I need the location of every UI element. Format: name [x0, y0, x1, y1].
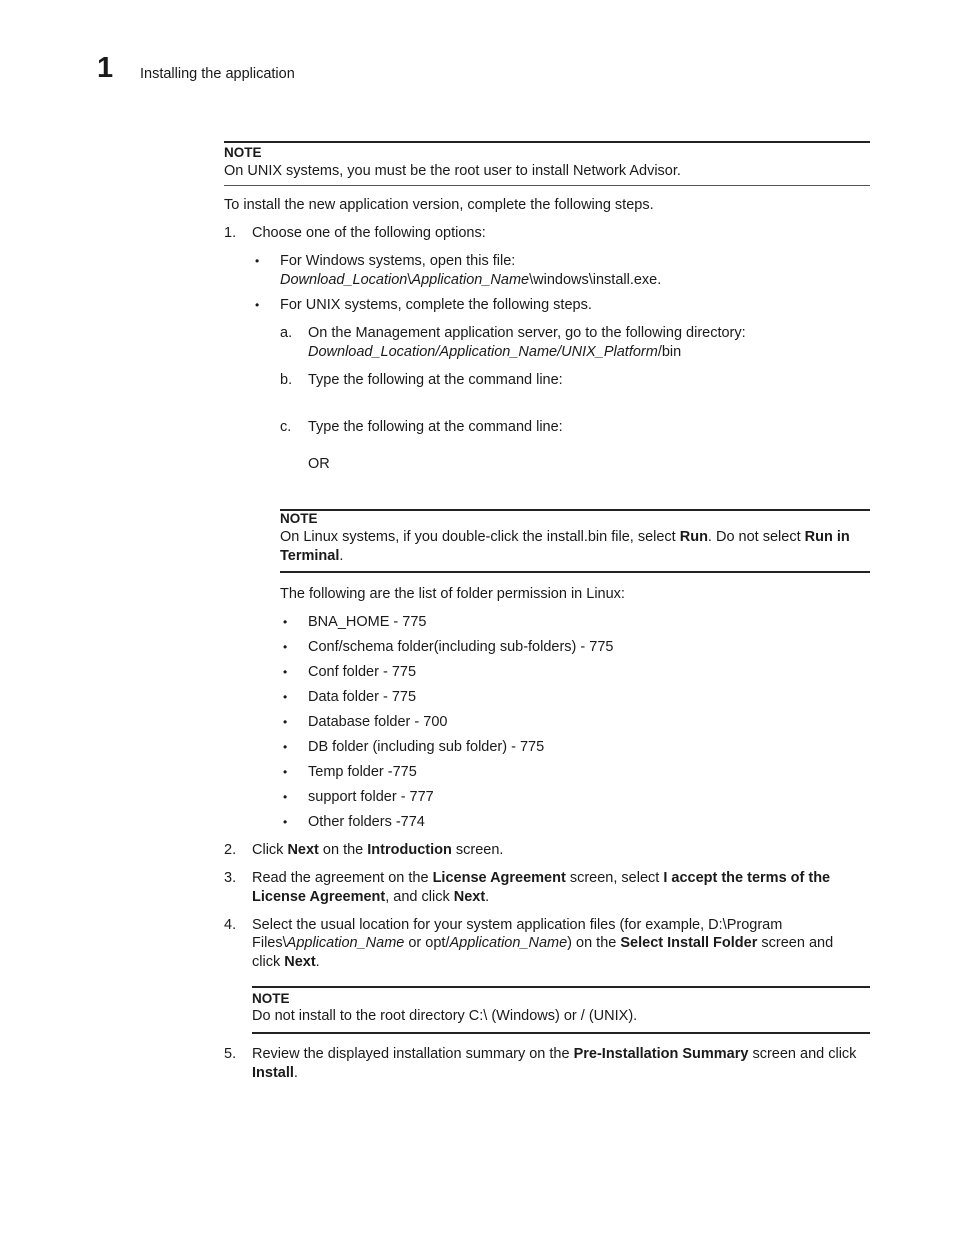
path-part: / — [435, 344, 440, 360]
bullet-icon: • — [283, 640, 288, 654]
path-part: UNIX_Platform — [561, 344, 658, 360]
step-text — [252, 870, 830, 886]
accept-terms-ref: License Agreement — [252, 889, 386, 905]
substep-letter: c. — [280, 419, 292, 435]
text-part: . — [315, 954, 320, 970]
note-label: NOTE — [252, 991, 290, 1006]
bullet-icon: • — [283, 790, 288, 804]
next-button-ref: Next — [453, 889, 486, 905]
path-part: Download_Location — [280, 272, 408, 288]
permission-item: Data folder - 775 — [308, 689, 417, 705]
bullet-icon: • — [283, 715, 288, 729]
step-text: Select the usual location for your system application files (for example, D:\Program — [252, 917, 783, 933]
text-part: click — [252, 954, 285, 970]
permission-item: BNA_HOME - 775 — [308, 614, 427, 630]
bullet-icon: • — [283, 690, 288, 704]
text-part: . — [293, 1065, 298, 1081]
directory-path — [308, 344, 681, 360]
note-text-part: On Linux systems, if you double-click the install.bin file, select — [280, 529, 680, 545]
text-part: or opt/ — [404, 935, 450, 951]
step-text — [252, 935, 833, 951]
path-part: \ — [407, 272, 412, 288]
step-text — [252, 954, 320, 970]
step-number: 4. — [224, 917, 237, 933]
license-agreement-ref: License Agreement — [432, 870, 566, 886]
text-part: screen and — [757, 935, 834, 951]
text-part: on the — [318, 842, 368, 858]
path-part: Download_Location — [308, 344, 436, 360]
permission-item: support folder - 777 — [308, 789, 434, 805]
intro-text: To install the new application version, complete the following steps. — [224, 197, 654, 213]
step-text — [252, 1046, 856, 1062]
permission-item: Temp folder -775 — [308, 764, 417, 780]
substep-text: Type the following at the command line: — [308, 419, 563, 435]
note-bottom-rule — [280, 571, 870, 573]
note-text-part: . Do not select — [707, 529, 805, 545]
permission-item: Database folder - 700 — [308, 714, 448, 730]
bullet-text: For Windows systems, open this file: — [280, 253, 516, 269]
chapter-number: 1 — [97, 52, 114, 84]
path-part: \windows\install.exe. — [529, 272, 662, 288]
note-top-rule — [224, 141, 870, 143]
bullet-icon: • — [283, 665, 288, 679]
text-part: screen, select — [565, 870, 664, 886]
permission-item: DB folder (including sub folder) - 775 — [308, 739, 545, 755]
bullet-icon: • — [255, 254, 260, 268]
note-text: On UNIX systems, you must be the root user to install Network Advisor. — [224, 163, 681, 179]
permission-item: Other folders -774 — [308, 814, 425, 830]
chapter-title: Installing the application — [140, 66, 295, 82]
accept-terms-ref: I accept the terms of the — [663, 870, 831, 886]
select-install-folder-ref: Select Install Folder — [620, 935, 758, 951]
substep-text: On the Management application server, go to the following directory: — [308, 325, 746, 341]
bullet-icon: • — [283, 740, 288, 754]
run-in-terminal-option: Run in — [804, 529, 850, 545]
text-part: Application_Name — [286, 935, 405, 951]
permissions-intro: The following are the list of folder permission in Linux: — [280, 586, 625, 602]
note-text — [280, 548, 343, 564]
bullet-icon: • — [255, 298, 260, 312]
pre-installation-summary-ref: Pre-Installation Summary — [573, 1046, 749, 1062]
step-number: 2. — [224, 842, 237, 858]
run-option: Run — [679, 529, 708, 545]
text-part: . — [485, 889, 490, 905]
substep-letter: a. — [280, 325, 293, 341]
step-text — [252, 842, 503, 858]
note-label: NOTE — [280, 511, 318, 526]
note-label: NOTE — [224, 145, 262, 160]
bullet-icon: • — [283, 765, 288, 779]
text-part: , and click — [385, 889, 454, 905]
note-text: Do not install to the root directory C:\ (Windows) or / (UNIX). — [252, 1008, 638, 1024]
text-part: Application_Name — [449, 935, 568, 951]
text-part: Click — [252, 842, 288, 858]
bullet-text: For UNIX systems, complete the following steps. — [280, 297, 592, 313]
bullet-icon: • — [283, 815, 288, 829]
file-path — [280, 272, 661, 288]
text-part: ) on the — [567, 935, 621, 951]
note-text-part: . — [339, 548, 344, 564]
next-button-ref: Next — [287, 842, 319, 858]
step-text — [252, 1065, 298, 1081]
or-text: OR — [308, 456, 330, 472]
step-number: 5. — [224, 1046, 237, 1062]
install-button-ref: Install — [252, 1065, 294, 1081]
step-number: 3. — [224, 870, 237, 886]
permission-item: Conf/schema folder(including sub-folders) - 775 — [308, 639, 614, 655]
path-part: /bin — [657, 344, 682, 360]
substep-letter: b. — [280, 372, 293, 388]
note-bottom-rule — [252, 1032, 870, 1034]
path-part: Application_Name — [439, 344, 558, 360]
introduction-screen-ref: Introduction — [367, 842, 452, 858]
text-part: Read the agreement on the — [252, 870, 433, 886]
bullet-icon: • — [283, 615, 288, 629]
permission-item: Conf folder - 775 — [308, 664, 417, 680]
step-text: Choose one of the following options: — [252, 225, 486, 241]
path-part: Application_Name — [411, 272, 530, 288]
note-top-rule — [280, 509, 870, 511]
note-text — [280, 529, 850, 545]
text-part: Files\ — [252, 935, 287, 951]
text-part: Review the displayed installation summary on the — [252, 1046, 574, 1062]
text-part: screen. — [451, 842, 504, 858]
step-text — [252, 889, 489, 905]
note-bottom-rule — [224, 185, 870, 186]
run-in-terminal-option: Terminal — [280, 548, 340, 564]
text-part: screen and click — [748, 1046, 857, 1062]
note-top-rule — [252, 986, 870, 988]
substep-text: Type the following at the command line: — [308, 372, 563, 388]
path-part: / — [557, 344, 562, 360]
next-button-ref: Next — [284, 954, 316, 970]
step-number: 1. — [224, 225, 237, 241]
